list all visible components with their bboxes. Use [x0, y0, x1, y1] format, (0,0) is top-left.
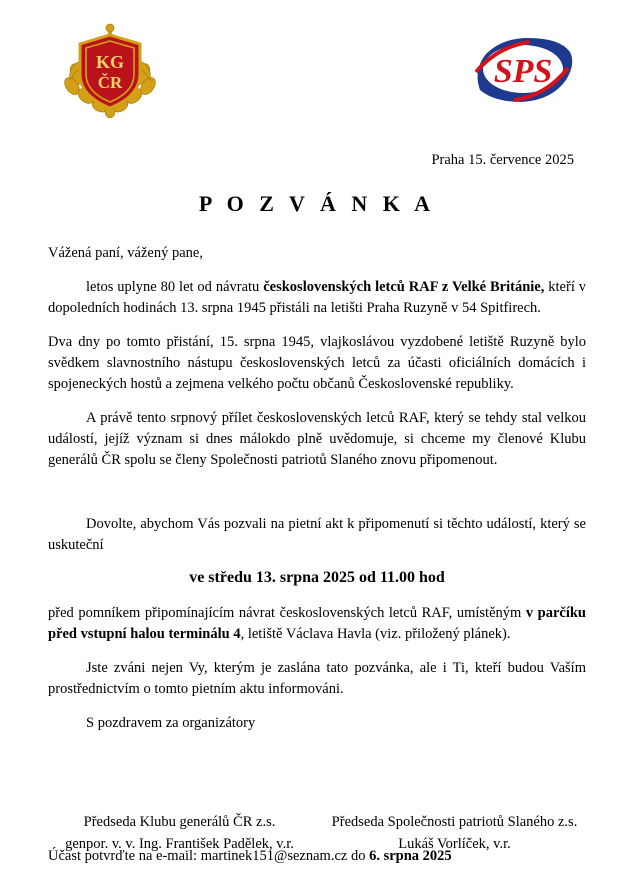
- paragraph-5-pre: před pomníkem připomínajícím návrat československých letců RAF, umístěným: [48, 605, 526, 622]
- signature-left-role: Předseda Klubu generálů ČR z.s.: [83, 814, 276, 831]
- paragraph-3: A právě tento srpnový přílet československých letců RAF, který se tehdy stal velkou událostí, jejíž význam si dnes málokdo plně uvědomuje, si chceme my členové Klubu generálů ČR spolu se členy Společnosti patriotů Slaného znovu připomenout.: [48, 410, 586, 469]
- salutation: Vážená paní, vážený pane,: [48, 245, 203, 261]
- footer-rsvp-text: Účast potvrďte na e-mail: martinek151@seznam.cz do: [48, 848, 370, 864]
- kg-logo-text-top: KG: [95, 52, 125, 72]
- kg-logo-text-bottom: ČR: [97, 73, 123, 92]
- paragraph-1-highlight: československých letců RAF z Velké Británie,: [263, 279, 545, 296]
- paragraph-5: [48, 603, 586, 645]
- footer-rsvp-deadline: 6. srpna 2025: [369, 848, 452, 864]
- paragraph-1-pre: letos uplyne 80 let od návratu: [86, 279, 264, 296]
- signature-right-role: Předseda Společnosti patriotů Slaného z.s.: [331, 814, 578, 831]
- paragraph-5-location: v parčíku před vstupní halou terminálu 4: [48, 605, 586, 643]
- page-title: P O Z V Á N K A: [198, 191, 436, 216]
- date-line: Praha 15. července 2025: [431, 152, 574, 168]
- closing: S pozdravem za organizátory: [86, 715, 256, 732]
- signature-left-name: genpor. v. v. Ing. František Padělek, v.r.: [65, 836, 294, 852]
- kg-cr-logo: [56, 22, 164, 118]
- paragraph-2: Dva dny po tomto přistání, 15. srpna 1945, vlajkoslávou vyzdobené letiště Ruzyně bylo svědkem slavnostního nástupu československých letců za účasti oficiálních domácích i spojeneckých hostů a zejmena velkého počtu občanů Československé republiky.: [48, 334, 586, 393]
- event-datetime: ve středu 13. srpna 2025 od 11.00 hod: [189, 569, 445, 587]
- paragraph-1: [48, 277, 586, 319]
- sps-logo-text: SPS: [493, 53, 553, 90]
- logo-row: [48, 0, 586, 130]
- paragraph-5-post: , letiště Václava Havla (viz. přiložený plánek).: [240, 626, 511, 643]
- paragraph-4: Dovolte, abychom Vás pozvali na pietní akt k připomenutí si těchto událostí, který se uskuteční: [48, 516, 586, 554]
- paragraph-6: Jste zváni nejen Vy, kterým je zaslána tato pozvánka, ale i Ti, kteří budou Vaším prostřednictvím o tomto pietním aktu informováni.: [48, 660, 586, 698]
- spacer: [48, 484, 586, 514]
- paragraph-1-post: kteří v dopoledních hodinách 13. srpna 1945 přistáli na letišti Praha Ruzyně v 54 Spitfirech.: [48, 279, 586, 317]
- footer-rsvp: [48, 848, 586, 865]
- signature-right-name: Lukáš Vorlíček, v.r.: [398, 836, 511, 852]
- sps-logo: [468, 32, 578, 108]
